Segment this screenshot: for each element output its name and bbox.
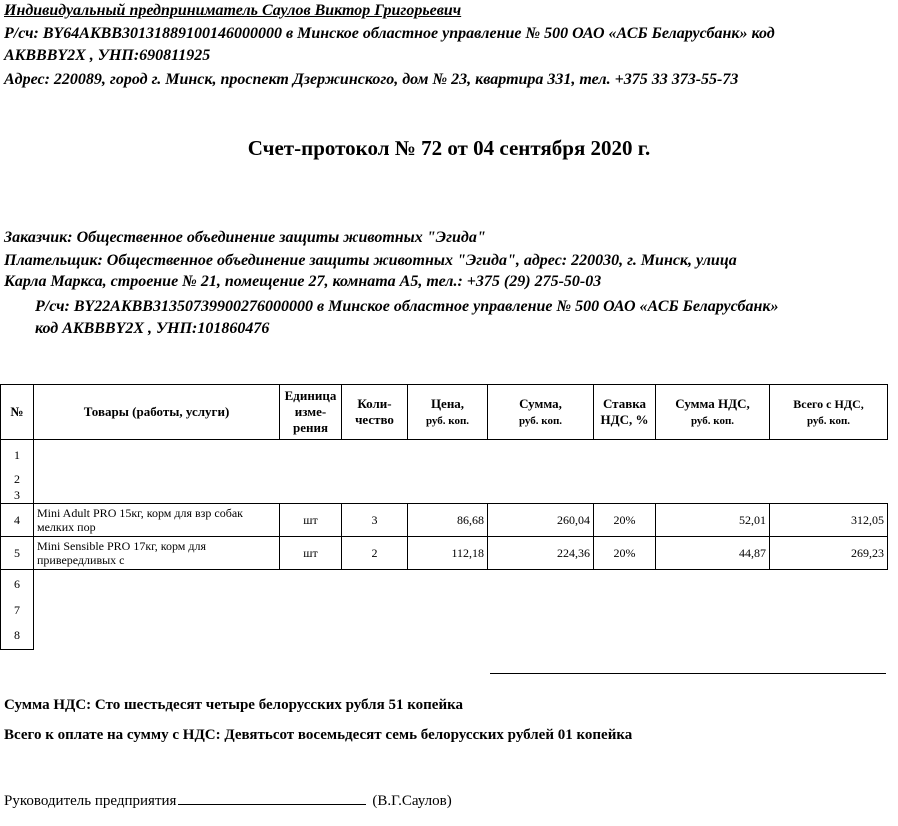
customer-line: Заказчик: Общественное объединение защиты животных "Эгида": [4, 229, 486, 246]
header-sum-sub: руб. коп.: [518, 414, 563, 427]
header-vat-sum-sub: руб. коп.: [690, 414, 735, 427]
row-unit: шт: [280, 537, 342, 570]
grand-total-text: Всего к оплате на сумму с НДС: Девятьсот восемьдесят семь белорусских рублей 01 копейка: [4, 727, 633, 743]
row-num: 4: [1, 504, 34, 537]
seller-address: Адрес: 220089, город г. Минск, проспект Дзержинского, дом № 23, квартира 331, тел. +375 33 373-55-73: [4, 71, 739, 88]
header-total-label: Всего с НДС,: [793, 396, 864, 411]
row-num: 2: [1, 472, 34, 488]
header-qty: Коли-чество: [342, 385, 408, 440]
row-price: 112,18: [408, 537, 488, 570]
signature-block: [4, 790, 452, 810]
table-row: [1, 472, 888, 488]
row-num: 3: [1, 488, 34, 504]
customer-account-line1: Р/сч: BY22AKBB31350739900276000000 в Минское областное управление № 500 ОАО «АСБ Беларусбанк»: [35, 298, 779, 315]
table-row: [1, 600, 888, 622]
table-row: [1, 570, 888, 600]
table-row: [1, 622, 888, 650]
row-total: 269,23: [770, 537, 888, 570]
row-num: 5: [1, 537, 34, 570]
header-goods: Товары (работы, услуги): [34, 385, 280, 440]
seller-name: Индивидуальный предприниматель Саулов Виктор Григорьевич: [4, 2, 462, 19]
signature-label: Руководитель предприятия: [4, 793, 177, 809]
row-name: Mini Adult PRO 15кг, корм для взр собак мелких пор: [34, 504, 280, 537]
payer-line2: Карла Маркса, строение № 21, помещение 27, комната А5, тел.: +375 (29) 275-50-03: [4, 273, 602, 290]
header-sum: [488, 385, 594, 440]
totals-underline: [490, 673, 886, 674]
row-sum: 224,36: [488, 537, 594, 570]
signature-name: (В.Г.Саулов): [372, 793, 452, 809]
header-total: [770, 385, 888, 440]
seller-account-line2: AKBBBY2X , УНП:690811925: [4, 47, 211, 64]
row-num: 7: [1, 600, 34, 622]
table-header-row: [1, 385, 888, 440]
row-total: 312,05: [770, 504, 888, 537]
row-qty: 2: [342, 537, 408, 570]
row-vat-rate: 20%: [594, 537, 656, 570]
signature-line: [178, 790, 366, 805]
header-num: №: [1, 385, 34, 440]
customer-account-line2: код AKBBBY2X , УНП:101860476: [35, 320, 270, 337]
header-vat-rate: Ставка НДС, %: [594, 385, 656, 440]
document-title: Счет-протокол № 72 от 04 сентября 2020 г.: [247, 136, 651, 160]
header-sum-label: Сумма,: [519, 395, 562, 411]
vat-total-text: Сумма НДС: Сто шестьдесят четыре белорусских рубля 51 копейка: [4, 697, 464, 713]
header-price-sub: руб. коп.: [425, 414, 470, 427]
table-row: [1, 488, 888, 504]
row-sum: 260,04: [488, 504, 594, 537]
row-vat-rate: 20%: [594, 504, 656, 537]
table-row: [1, 440, 888, 472]
header-total-sub: руб. коп.: [806, 414, 851, 427]
row-num: 8: [1, 622, 34, 650]
row-price: 86,68: [408, 504, 488, 537]
header-vat-sum: [656, 385, 770, 440]
table-row: [1, 504, 888, 537]
row-qty: 3: [342, 504, 408, 537]
row-unit: шт: [280, 504, 342, 537]
table-row: [1, 537, 888, 570]
row-vat-sum: 44,87: [656, 537, 770, 570]
row-num: 6: [1, 570, 34, 600]
invoice-table: [0, 384, 888, 650]
row-name: Mini Sensible PRO 17кг, корм для привередливых с: [34, 537, 280, 570]
header-price: [408, 385, 488, 440]
row-num: 1: [1, 440, 34, 472]
payer-line1: Плательщик: Общественное объединение защиты животных "Эгида", адрес: 220030, г. Минск, улица: [4, 252, 737, 269]
header-price-label: Цена,: [430, 395, 465, 411]
seller-account-line1: Р/сч: BY64AKBB30131889100146000000 в Минское областное управление № 500 ОАО «АСБ Беларусбанк» код: [4, 25, 775, 42]
header-unit: Единица изме-рения: [280, 385, 342, 440]
header-vat-sum-label: Сумма НДС,: [675, 395, 750, 411]
row-vat-sum: 52,01: [656, 504, 770, 537]
